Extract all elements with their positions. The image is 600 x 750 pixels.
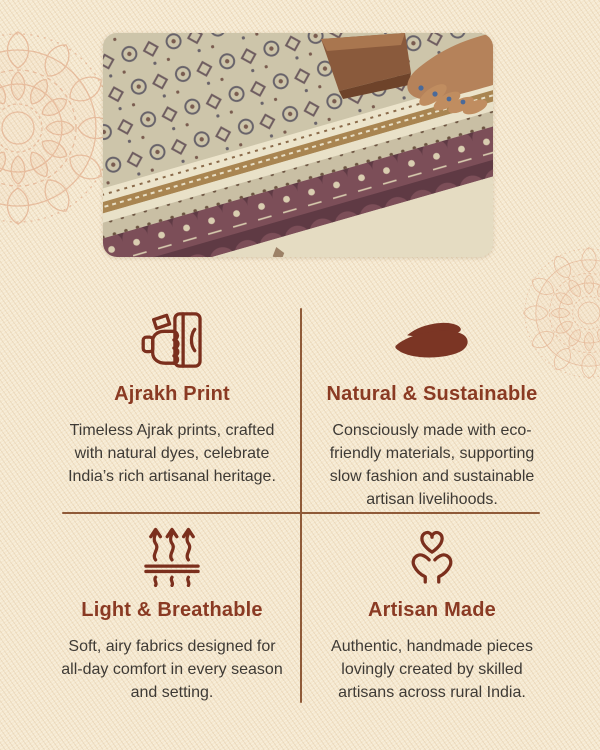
leaf-icon: [300, 310, 564, 370]
feature-card-light-breathable: [40, 526, 304, 704]
hero-image-block-printing: [103, 33, 493, 257]
feature-description: Authentic, handmade pieces lovingly created by skilled artisans across rural India.: [331, 638, 533, 702]
breathability-arrows-icon: [40, 526, 304, 586]
block-print-stamp-icon: [40, 310, 304, 370]
feature-title: Natural & Sustainable: [326, 383, 538, 405]
feature-description: Soft, airy fabrics designed for all-day comfort in every season and setting.: [61, 638, 283, 702]
feature-description: Consciously made with eco-friendly materials, supporting slow fashion and sustainable artisan livelihoods.: [329, 422, 535, 509]
feature-card-natural-sustainable: [300, 310, 564, 511]
feature-title: Artisan Made: [368, 599, 496, 621]
block-printing-photo-illustration: [103, 33, 493, 257]
hands-holding-heart-icon: [300, 526, 564, 586]
grid-divider-horizontal: [62, 512, 540, 514]
feature-card-ajrakh-print: [40, 310, 304, 488]
feature-title: Ajrakh Print: [114, 383, 230, 405]
feature-description: Timeless Ajrak prints, crafted with natural dyes, celebrate India’s rich artisanal heritage.: [68, 422, 276, 486]
feature-title: Light & Breathable: [81, 599, 263, 621]
feature-card-artisan-made: [300, 526, 564, 704]
